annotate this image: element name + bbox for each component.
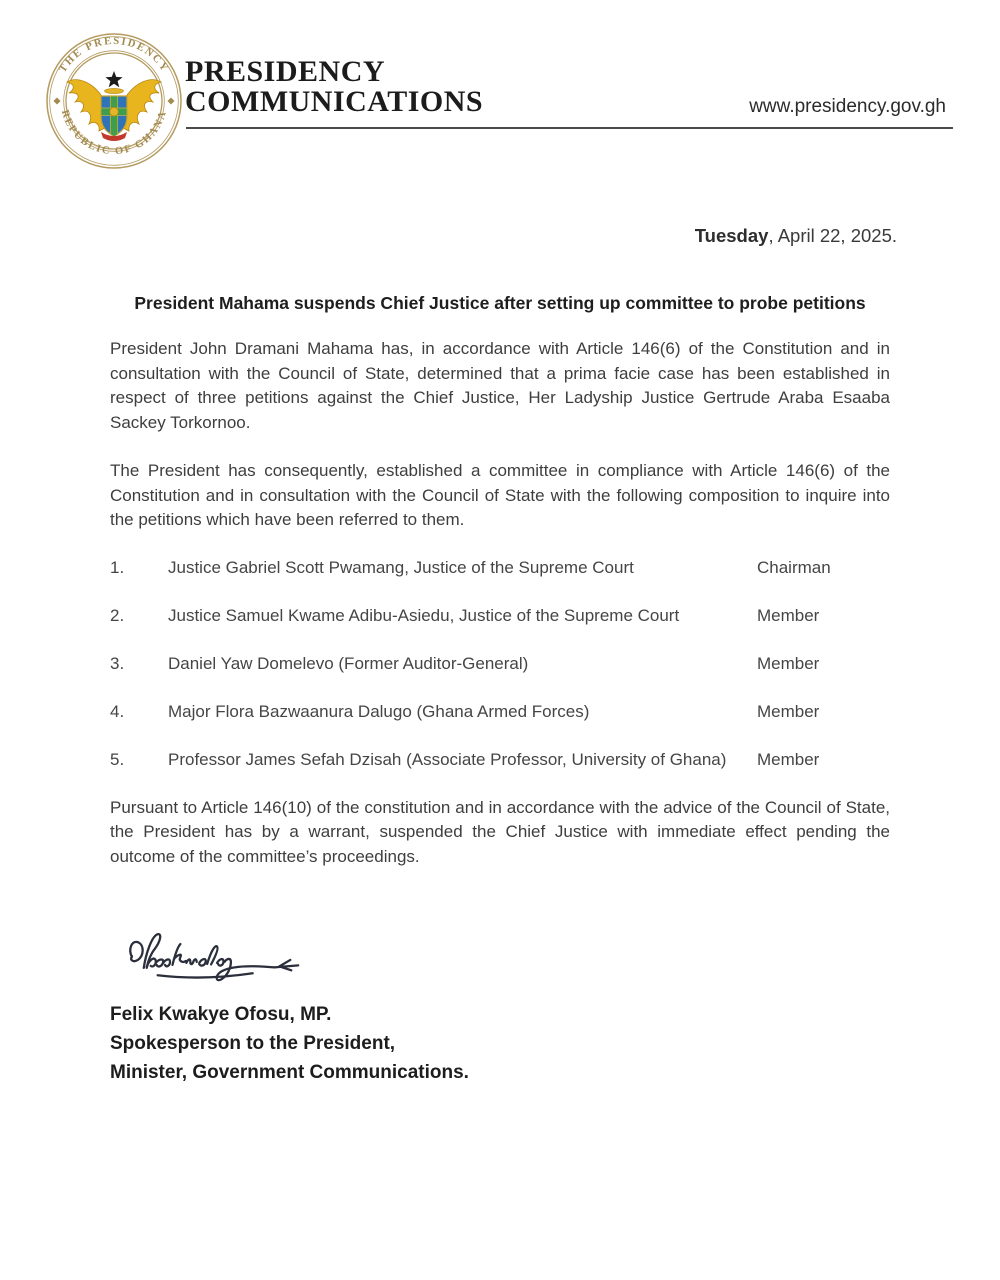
committee-number: 1.: [110, 557, 125, 577]
committee-number: 2.: [110, 605, 125, 625]
committee-member-name: Daniel Yaw Domelevo (Former Auditor-General): [168, 653, 529, 673]
committee-member-name: Justice Gabriel Scott Pwamang, Justice of the Supreme Court: [168, 557, 634, 577]
org-title-line2: COMMUNICATIONS: [185, 85, 484, 118]
committee-member-name: Justice Samuel Kwame Adibu-Asiedu, Justice of the Supreme Court: [168, 605, 680, 625]
signoff-name: Felix Kwakye Ofosu, MP.: [110, 1004, 332, 1025]
coat-of-arms-icon: [67, 71, 161, 141]
committee-member-name: Major Flora Bazwaanura Dalugo (Ghana Armed Forces): [168, 701, 590, 721]
date-line: [110, 225, 897, 247]
committee-row: [110, 748, 890, 772]
committee-member-role: Member: [757, 605, 820, 625]
committee-number: 5.: [110, 749, 125, 769]
committee-member-name: Professor James Sefah Dzisah (Associate Professor, University of Ghana): [168, 749, 727, 769]
seal-top-text: THE PRESIDENCY: [57, 35, 171, 75]
seal-separator-diamond: [53, 97, 60, 104]
org-title: [185, 57, 483, 117]
headline: President Mahama suspends Chief Justice after setting up committee to probe petitions: [134, 293, 866, 313]
committee-member-role: Chairman: [757, 557, 831, 577]
signoff-title2: Minister, Government Communications.: [110, 1062, 469, 1083]
committee-row: [110, 556, 890, 580]
black-star-icon: [105, 71, 122, 87]
paragraph-3: Pursuant to Article 146(10) of the constitution and in accordance with the advice of the Council of State, the President has by a warrant, suspended the Chief Justice with immediate effect pending the outcome of the committee’s proceedings.: [110, 797, 890, 866]
committee-member-role: Member: [757, 653, 820, 673]
seal-separator-diamond: [167, 97, 174, 104]
signature-image: [122, 923, 320, 985]
date-day: Tuesday: [694, 225, 769, 246]
committee-member-role: Member: [757, 749, 820, 769]
signoff-block: [110, 1000, 890, 1087]
ghana-presidency-seal-icon: [45, 32, 183, 170]
paragraph-1: President John Dramani Mahama has, in accordance with Article 146(6) of the Constitution and in consultation with the Council of State, determined that a prima facie case has been established in respect of three petitions against the Chief Justice, Her Ladyship Justice Gertrude Araba Esaaba Sackey Torkornoo.: [110, 339, 890, 432]
document-body: [110, 225, 897, 1087]
website-url: www.presidency.gov.gh: [749, 96, 946, 117]
committee-list: [110, 556, 890, 772]
committee-number: 3.: [110, 653, 125, 673]
committee-number: 4.: [110, 701, 125, 721]
seal-bottom-text: REPUBLIC OF GHANA: [58, 108, 170, 158]
committee-row: [110, 700, 890, 724]
committee-row: [110, 652, 890, 676]
committee-row: [110, 604, 890, 628]
date-rest: , April 22, 2025.: [768, 225, 897, 246]
header-rule: [186, 127, 953, 129]
signoff-title1: Spokesperson to the President,: [110, 1033, 396, 1054]
paragraph-2: The President has consequently, established a committee in compliance with Article 146(6) of the Constitution and in consultation with the Council of State with the following composition to inquire into the petitions which have been referred to them.: [110, 461, 890, 529]
committee-member-role: Member: [757, 701, 820, 721]
org-title-line1: PRESIDENCY: [185, 55, 386, 88]
